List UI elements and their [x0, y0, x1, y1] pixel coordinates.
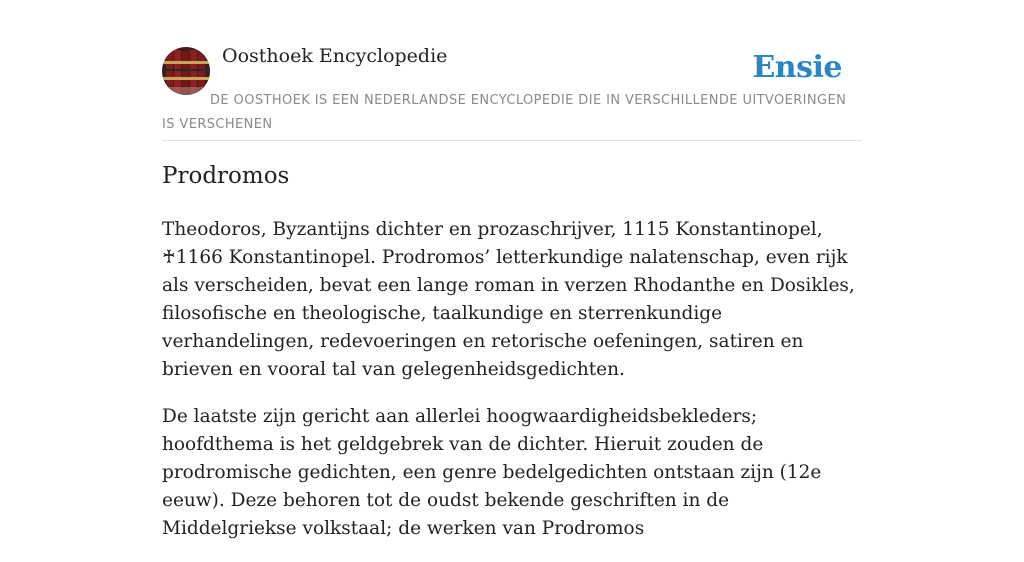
- site-title-link[interactable]: Oosthoek Encyclopedie: [222, 45, 448, 67]
- page-wrapper: [162, 0, 862, 539]
- article-paragraph-2: De laatste zijn gericht aan allerlei hoogwaardigheidsbekleders; hoofdthema is het geldgebrek van de dichter. Hieruit zouden de prodromische gedichten, een genre bedelgedichten ontstaan zijn (12e eeuw). Deze behoren tot de oudst bekende geschriften in de Middelgriekse volkstaal; de werken van Prodromos: [162, 406, 822, 539]
- article-content: [162, 216, 862, 562]
- site-header: [162, 0, 862, 141]
- encyclopedia-books-icon: [162, 47, 210, 95]
- site-tagline: DE OOSTHOEK IS EEN NEDERLANDSE ENCYCLOPEDIE DIE IN VERSCHILLENDE UITVOERINGEN IS VERSCHENEN: [162, 93, 847, 132]
- article-paragraph-1: Theodoros, Byzantijns dichter en prozaschrijver, 1115 Konstantinopel, ♰1166 Konstantinopel. Prodromos’ letterkundige nalatenschap, even rijk als verscheiden, bevat een lange roman in verzen Rhodanthe en Dosikles, filosofische en theologische, taalkundige en sterrenkundige verhandelingen, redevoeringen en retorische oefeningen, satiren en brieven en vooral tal van gelegenheidsgedichten.: [162, 219, 855, 380]
- site-avatar[interactable]: [162, 47, 210, 95]
- ensie-logo-link[interactable]: Ensie: [752, 50, 842, 85]
- article-title: Prodromos: [162, 163, 290, 189]
